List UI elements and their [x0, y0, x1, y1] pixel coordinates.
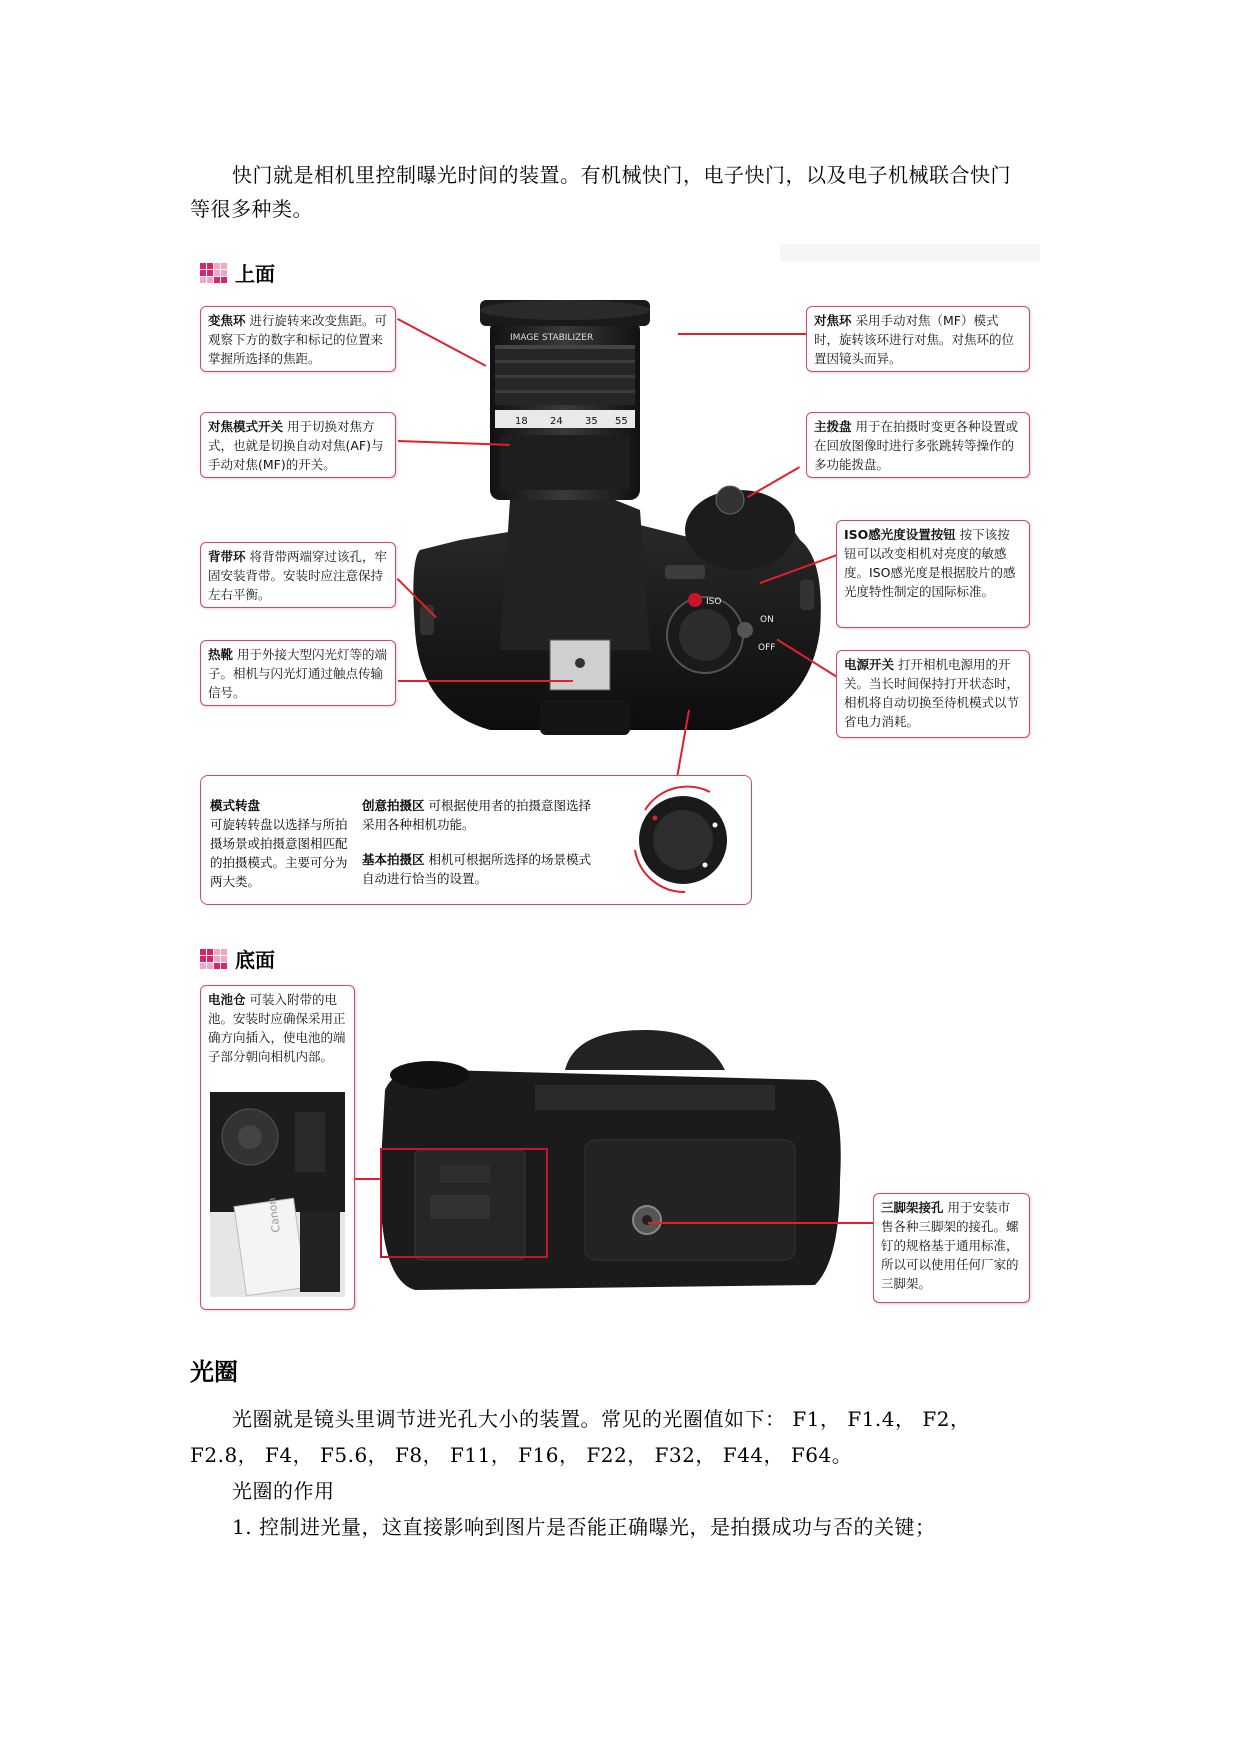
section-bottom-title: 底面 [235, 948, 275, 972]
leader-focus-ring [678, 333, 808, 335]
section-top-heading [200, 258, 275, 287]
callout-strap [200, 542, 396, 608]
grid-bullet-icon [200, 949, 227, 969]
callout-hotshoe-label: 热靴 [208, 647, 234, 662]
leader-tripod [648, 1222, 873, 1224]
section-bottom-heading [200, 944, 275, 973]
on-label: ON [760, 615, 774, 625]
battery-inset-photo [210, 1092, 345, 1297]
off-label: OFF [758, 643, 776, 653]
battery-highlight-box [380, 1148, 548, 1258]
callout-zoom-ring-label: 变焦环 [208, 313, 246, 328]
basic-zone-text: 相机可根据所选择的场景模式自动进行恰当的设置。 [362, 852, 591, 886]
camera-top-illustration [400, 300, 830, 740]
grid-bullet-icon [200, 263, 227, 283]
creative-zone-label: 创意拍摄区 [362, 798, 425, 813]
battery-brand: Canon [265, 1196, 283, 1234]
basic-zone-label: 基本拍摄区 [362, 852, 425, 867]
callout-focus-mode-label: 对焦模式开关 [208, 419, 284, 434]
lens-brand-text: IMAGE STABILIZER [510, 333, 594, 343]
callout-power-label: 电源开关 [844, 657, 895, 672]
focal-mark-24: 24 [550, 416, 563, 427]
callout-focus-mode [200, 412, 396, 478]
callout-zoom-ring-text: 进行旋转来改变焦距。可观察下方的数字和标记的位置来掌握所选择的焦距。 [208, 313, 387, 366]
callout-battery-label: 电池仓 [208, 992, 246, 1007]
leader-hotshoe [398, 680, 573, 682]
callout-power [836, 650, 1030, 738]
aperture-heading: 光圈 [190, 1358, 238, 1386]
iso-label: ISO [706, 597, 722, 607]
focal-mark-35: 35 [585, 416, 598, 427]
leader-battery [355, 1178, 380, 1180]
callout-strap-label: 背带环 [208, 549, 246, 564]
callout-main-dial-text: 用于在拍摄时变更各种设置或在回放图像时进行多张跳转等操作的多功能拨盘。 [814, 419, 1018, 472]
mode-dial-col [210, 796, 358, 891]
callout-hotshoe [200, 640, 396, 706]
aperture-role-title: 光圈的作用 [232, 1479, 335, 1503]
intro-line-1: 快门就是相机里控制曝光时间的装置。有机械快门，电子快门，以及电子机械联合快门 [232, 163, 1011, 187]
callout-focus-ring-text: 采用手动对焦（MF）模式时，旋转该环进行对焦。对焦环的位置因镜头而异。 [814, 313, 1015, 366]
mode-dial-label: 模式转盘 [210, 798, 261, 813]
callout-battery-text: 可装入附带的电池。安装时应确保采用正确方向插入，使电池的端子部分朝向相机内部。 [208, 992, 346, 1064]
callout-iso-text: 按下该按钮可以改变相机对亮度的敏感度。ISO感光度是根据胶片的感光度特性制定的国际标准。 [844, 527, 1016, 599]
callout-main-dial [806, 412, 1030, 478]
intro-line-2: 等很多种类。 [190, 197, 313, 221]
section-top-title: 上面 [235, 262, 275, 286]
focal-mark-55: 55 [615, 416, 628, 427]
callout-power-text: 打开相机电源用的开关。当长时间保持打开状态时，相机将自动切换至待机模式以节省电力消耗。 [844, 657, 1020, 729]
callout-iso-label: ISO感光度设置按钮 [844, 527, 956, 542]
iso-button[interactable] [688, 593, 702, 607]
focal-mark-18: 18 [515, 416, 528, 427]
mode-dial-text: 可旋转转盘以选择与所拍摄场景或拍摄意图相匹配的拍摄模式。主要可分为两大类。 [210, 817, 348, 889]
callout-tripod-text: 用于安装市售各种三脚架的接孔。螺钉的规格基于通用标准，所以可以使用任何厂家的三脚架。 [881, 1200, 1019, 1291]
callout-strap-text: 将背带两端穿过该孔，牢固安装背带。安装时应注意保持左右平衡。 [208, 549, 387, 602]
mode-dial-closeup [615, 780, 745, 895]
callout-focus-mode-text: 用于切换对焦方式，也就是切换自动对焦(AF)与手动对焦(MF)的开关。 [208, 419, 384, 472]
faint-header-bar [780, 244, 1040, 262]
power-switch[interactable] [737, 622, 753, 638]
callout-focus-ring [806, 306, 1030, 372]
shutter-button[interactable] [716, 486, 744, 514]
zoom-ring-grip [495, 345, 635, 405]
basic-zone-col [362, 850, 598, 888]
callout-hotshoe-text: 用于外接大型闪光灯等的端子。相机与闪光灯通过触点传输信号。 [208, 647, 387, 700]
callout-tripod-label: 三脚架接孔 [881, 1200, 944, 1215]
aperture-role-1: 1. 控制进光量，这直接影响到图片是否能正确曝光，是拍摄成功与否的关键； [232, 1515, 936, 1539]
callout-tripod [873, 1193, 1030, 1303]
creative-zone-col [362, 796, 598, 834]
callout-main-dial-label: 主拨盘 [814, 419, 852, 434]
callout-iso [836, 520, 1030, 628]
aperture-line-1: 光圈就是镜头里调节进光孔大小的装置。常见的光圈值如下： F1， F1.4， F2， [232, 1407, 971, 1431]
aperture-line-2: F2.8， F4， F5.6， F8， F11， F16， F22， F32， F44， F64。 [190, 1443, 853, 1467]
creative-zone-text: 可根据使用者的拍摄意图选择采用各种相机功能。 [362, 798, 591, 832]
callout-focus-ring-label: 对焦环 [814, 313, 852, 328]
main-dial[interactable] [665, 565, 705, 579]
callout-zoom-ring [200, 306, 396, 372]
